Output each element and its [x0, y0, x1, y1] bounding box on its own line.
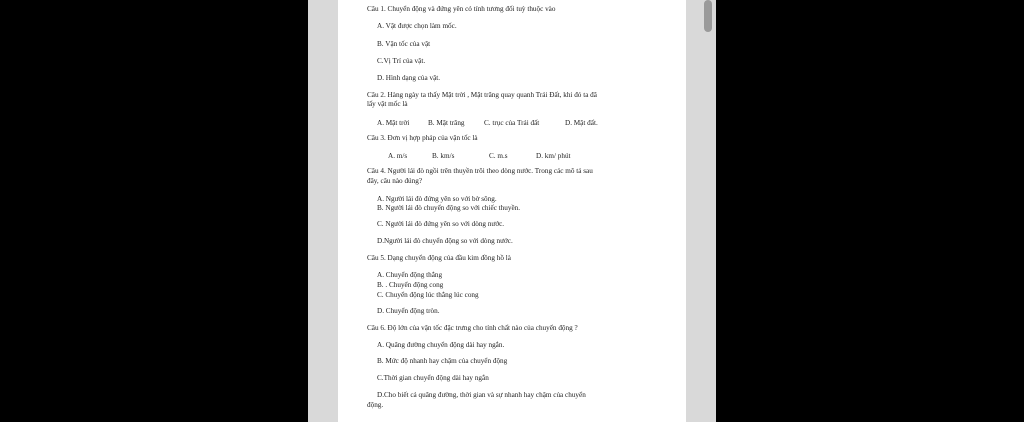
q3-option-a: A. m/s — [388, 152, 408, 160]
question-2-line2: lấy vật mốc là — [367, 100, 408, 108]
q6-option-d-line1: D.Cho biết cả quãng đường, thời gian và sự nhanh hay chậm của chuyển — [377, 391, 586, 399]
q4-option-a: A. Người lái đò đứng yên so với bờ sông. — [377, 195, 497, 203]
q3-option-d: D. km/ phút — [536, 152, 571, 160]
q5-option-c: C. Chuyển động lúc thẳng lúc cong — [377, 291, 479, 299]
q5-option-b: B. . Chuyển động cong — [377, 281, 444, 289]
q5-option-a: A. Chuyển động thẳng — [377, 271, 443, 279]
question-5: Câu 5. Dạng chuyển động của đầu kim đồng hồ là — [367, 254, 511, 262]
q4-option-d: D.Người lái đò chuyển động so với dòng nước. — [377, 237, 513, 245]
q5-option-d: D. Chuyển động tròn. — [377, 307, 440, 315]
q6-option-b: B. Mức độ nhanh hay chậm của chuyển động — [377, 357, 508, 365]
q1-option-c: C.Vị Trí của vật. — [377, 57, 426, 65]
q1-option-d: D. Hình dạng của vật. — [377, 74, 441, 82]
question-4-line1: Câu 4. Người lái đò ngồi trên thuyền trôi theo dòng nước. Trong các mô tả sau — [367, 167, 593, 175]
question-6: Câu 6. Độ lớn của vận tốc đặc trưng cho tính chất nào của chuyển động ? — [367, 324, 578, 332]
question-4-line2: đây, câu nào đúng? — [367, 177, 423, 185]
q2-option-a: A. Mặt trời — [377, 119, 410, 127]
document-page — [338, 0, 686, 422]
q3-option-c: C. m.s — [489, 152, 508, 160]
q6-option-d-line2: động. — [367, 401, 384, 409]
q1-option-b: B. Vận tốc của vật — [377, 40, 431, 48]
question-2-line1: Câu 2. Hàng ngày ta thấy Mặt trời , Mặt trăng quay quanh Trái Đất, khi đó ta đã — [367, 91, 597, 99]
q3-option-b: B. km/s — [432, 152, 455, 160]
q4-option-b: B. Người lái đò chuyển động so với chiếc thuyền. — [377, 204, 521, 212]
q1-option-a: A. Vật được chọn làm mốc. — [377, 22, 457, 30]
question-3: Câu 3. Đơn vị hợp pháp của vận tốc là — [367, 134, 478, 142]
q6-option-a: A. Quãng đường chuyển động dài hay ngắn. — [377, 341, 505, 349]
q4-option-c: C. Người lái đò đứng yên so với dòng nước. — [377, 220, 505, 228]
q2-option-d: D. Mặt đất. — [565, 119, 598, 127]
question-1: Câu 1. Chuyển động và đứng yên có tính tương đối tuỳ thuộc vào — [367, 5, 556, 13]
vertical-scrollbar-thumb[interactable] — [704, 0, 712, 32]
q2-option-b: B. Mặt trăng — [428, 119, 465, 127]
q2-option-c: C. trục của Trái đất — [484, 119, 540, 127]
q6-option-c: C.Thời gian chuyển động dài hay ngắn — [377, 374, 489, 382]
